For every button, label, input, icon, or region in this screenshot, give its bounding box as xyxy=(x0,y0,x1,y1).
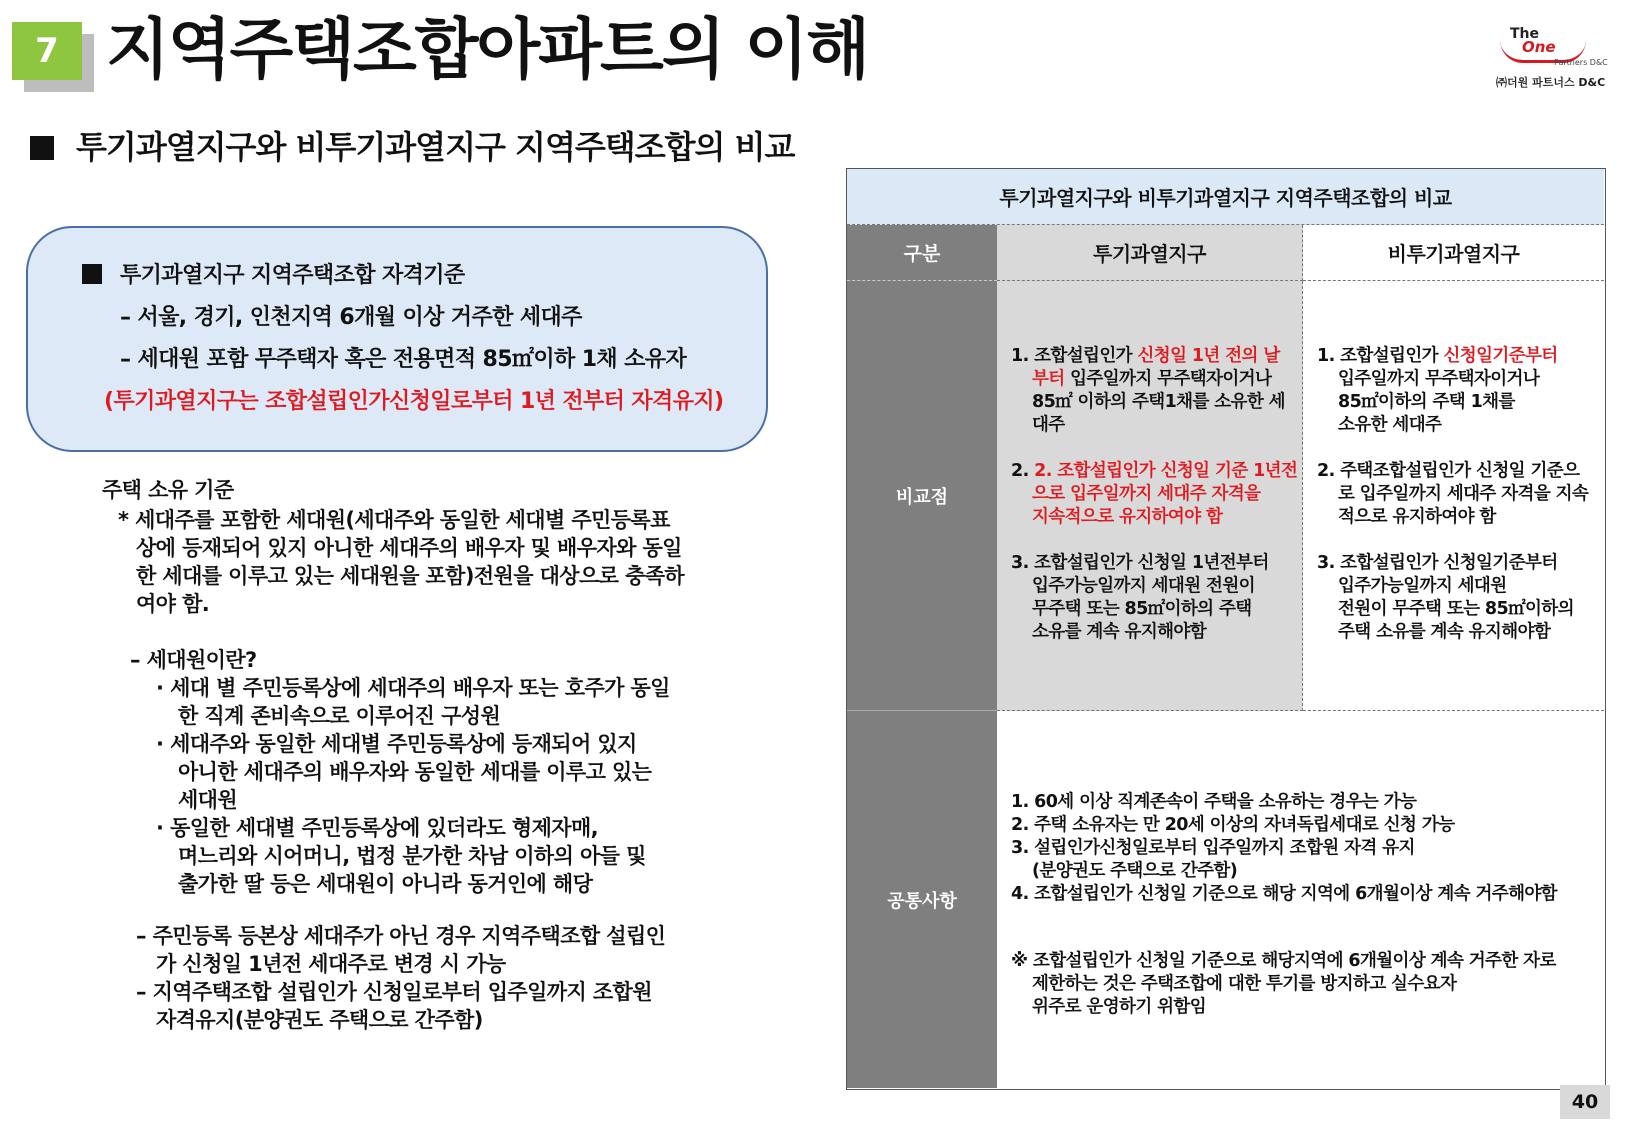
logo-partners: Partners D&C xyxy=(1554,58,1608,67)
criteria-item: – 서울, 경기, 인천지역 6개월 이상 거주한 세대주 xyxy=(120,305,582,330)
common-cell xyxy=(997,711,1604,1088)
non-speculative-cell xyxy=(1303,281,1604,711)
square-bullet-icon xyxy=(30,136,54,160)
section-title-text: 투기과열지구와 비투기과열지구 지역주택조합의 비교 xyxy=(76,128,795,166)
logo-one: One xyxy=(1522,38,1556,56)
section-number: 7 xyxy=(35,31,59,71)
non-speculative-item-3: 3. 조합설립인가 신청일기준부터 xyxy=(1317,553,1558,573)
ownership-line: 상에 등재되어 있지 아니한 세대주의 배우자 및 배우자와 동일 xyxy=(136,536,682,560)
common-note: 위주로 운영하기 위함임 xyxy=(1032,997,1207,1017)
ownership-heading: 주택 소유 기준 xyxy=(102,478,234,502)
member-line: · 동일한 세대별 주민등록상에 있더라도 형제자매, xyxy=(156,816,599,840)
row-common: 공통사항 xyxy=(847,711,997,1088)
col-non-speculative: 비투기과열지구 xyxy=(1303,225,1604,281)
non-speculative-item-2: 2. 주택조합설립인가 신청일 기준으 xyxy=(1317,461,1580,481)
ownership-line: 한 세대를 이루고 있는 세대원을 포함)전원을 대상으로 충족하 xyxy=(136,564,685,588)
company-logo xyxy=(1496,26,1612,96)
member-line: 며느리와 시어머니, 법정 분가한 차남 이하의 아들 및 xyxy=(178,844,646,868)
row-compare: 비교점 xyxy=(847,281,997,711)
extra-line: 가 신청일 1년전 세대주로 변경 시 가능 xyxy=(156,952,506,976)
comparison-table xyxy=(846,168,1606,1090)
common-item: 1. 60세 이상 직계존속이 주택을 소유하는 경우는 가능 xyxy=(1011,792,1417,812)
section-number-badge xyxy=(12,22,82,80)
col-label: 구분 xyxy=(847,225,997,281)
common-item: 3. 설립인가신청일로부터 입주일까지 조합원 자격 유지 xyxy=(1011,838,1415,858)
common-note: 제한하는 것은 주택조합에 대한 투기를 방지하고 실수요자 xyxy=(1032,974,1457,994)
criteria-item: – 세대원 포함 무주택자 혹은 전용면적 85㎡이하 1채 소유자 xyxy=(120,347,687,372)
ownership-line: * 세대주를 포함한 세대원(세대주와 동일한 세대별 주민등록표 xyxy=(118,508,670,532)
speculative-item-1: 1. 조합설립인가 신청일 1년 전의 날 xyxy=(1011,346,1280,366)
common-item: (분양권도 주택으로 간주함) xyxy=(1032,861,1238,881)
speculative-item-3: 3. 조합설립인가 신청일 1년전부터 xyxy=(1011,553,1269,573)
member-line: 출가한 딸 등은 세대원이 아니라 동거인에 해당 xyxy=(178,872,593,896)
member-line: 아니한 세대주의 배우자와 동일한 세대를 이루고 있는 xyxy=(178,760,652,784)
speculative-cell xyxy=(997,281,1303,711)
extra-line: – 지역주택조합 설립인가 신청일로부터 입주일까지 조합원 xyxy=(136,980,652,1004)
table-title: 투기과열지구와 비투기과열지구 지역주택조합의 비교 xyxy=(847,169,1604,225)
ownership-line: 여야 함. xyxy=(136,592,210,616)
common-item: 4. 조합설립인가 신청일 기준으로 해당 지역에 6개월이상 계속 거주해야함 xyxy=(1011,884,1557,904)
criteria-heading xyxy=(82,258,465,289)
logo-the: The xyxy=(1510,26,1540,42)
section-title xyxy=(30,122,794,168)
criteria-heading-text: 투기과열지구 지역주택조합 자격기준 xyxy=(120,263,465,288)
non-speculative-item-1: 1. 조합설립인가 신청일기준부터 xyxy=(1317,346,1558,366)
speculative-item-2: 2. 2. 조합설립인가 신청일 기준 1년전 xyxy=(1011,461,1298,481)
member-heading: – 세대원이란? xyxy=(130,648,257,672)
page-title: 지역주택조합아파트의 이해 xyxy=(106,11,869,88)
speculative-items: 1. 조합설립인가 신청일 1년 전의 날 부터 입주일까지 무주택자이거나 85㎡ 이하의 주택1채를 소유한 세 대주 2. 2. 조합설립인가 신청일 기준 1년전 으로 입주일까지 세대주 자격을 지속적으로 유지하여야 함 3. 조합설립인가 신청일 1년전부터 입주가능일까지 세대원 전원이 무주택 또는 85㎡이하의 주택 소유를 계속 유지해야함 xyxy=(1011,346,1298,642)
common-items xyxy=(1011,791,1557,1019)
criteria-note: (투기과열지구는 조합설립인가신청일로부터 1년 전부터 자격유지) xyxy=(104,389,724,414)
extra-line: – 주민등록 등본상 세대주가 아닌 경우 지역주택조합 설립인 xyxy=(136,924,666,948)
common-note: ※ 조합설립인가 신청일 기준으로 해당지역에 6개월이상 계속 거주한 자로 xyxy=(1011,951,1556,971)
page-number: 40 xyxy=(1560,1085,1610,1119)
member-line: · 세대 별 주민등록상에 세대주의 배우자 또는 호주가 동일 xyxy=(156,676,670,700)
member-line: 한 직계 존비속으로 이루어진 구성원 xyxy=(178,704,501,728)
logo-company-name: ㈜더원 파트너스 D&C xyxy=(1496,76,1606,89)
square-bullet-icon xyxy=(82,264,102,284)
member-line: 세대원 xyxy=(178,788,238,812)
non-speculative-items: 1. 조합설립인가 신청일기준부터 입주일까지 무주택자이거나 85㎡이하의 주택 1채를 소유한 세대주 2. 주택조합설립인가 신청일 기준으 로 입주일까지 세대주 자격을 지속 적으로 유지하여야 함 3. 조합설립인가 신청일기준부터 입주가능일까지 세대원 전원이 무주택 또는 85㎡이하의 주택 소유를 계속 유지해야함 xyxy=(1317,346,1589,642)
member-line: · 세대주와 동일한 세대별 주민등록상에 등재되어 있지 xyxy=(156,732,637,756)
common-item: 2. 주택 소유자는 만 20세 이상의 자녀독립세대로 신청 가능 xyxy=(1011,815,1455,835)
criteria-box xyxy=(26,226,768,452)
extra-line: 자격유지(분양권도 주택으로 간주함) xyxy=(156,1008,483,1032)
col-speculative: 투기과열지구 xyxy=(997,225,1303,281)
